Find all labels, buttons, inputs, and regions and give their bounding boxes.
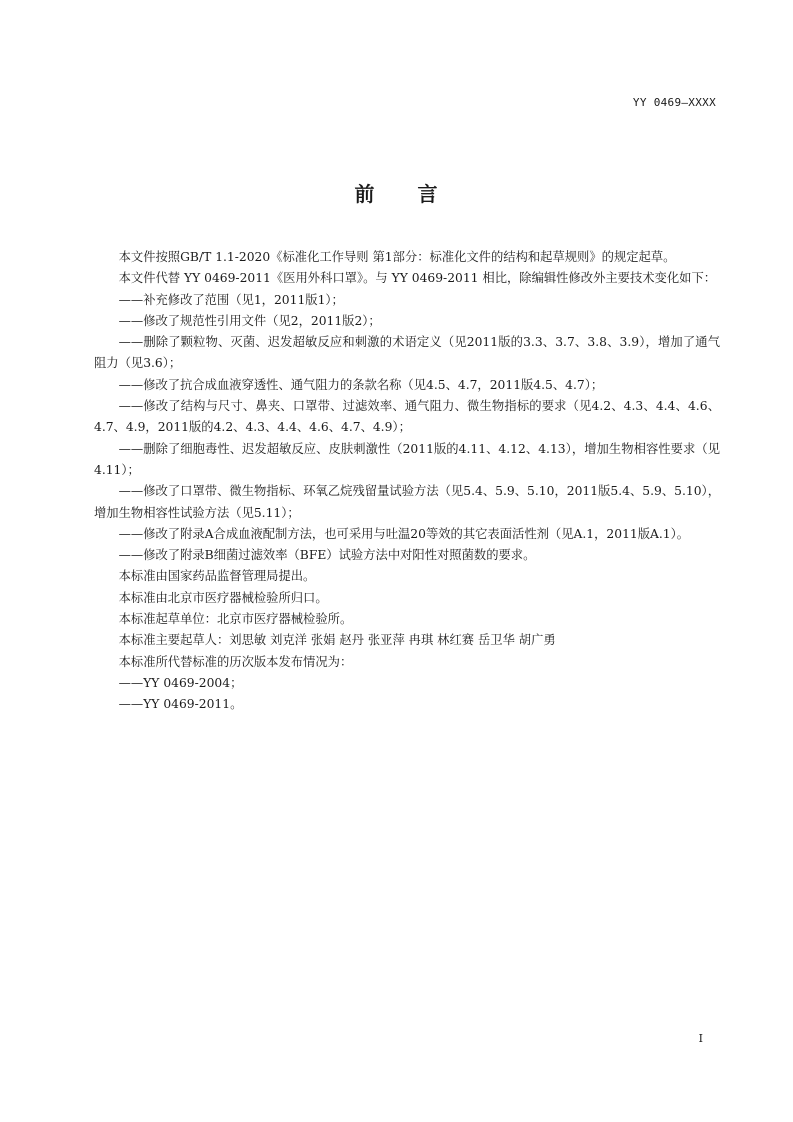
paragraph: 本文件代替 YY 0469-2011《医用外科口罩》。与 YY 0469-2011 相比，除编辑性修改外主要技术变化如下： xyxy=(118,271,717,286)
list-item: ——修改了抗合成血液穿透性、通气阻力的条款名称（见4.5、4.7，2011版4.5、4.7）； xyxy=(118,377,604,392)
paragraph: 本标准起草单位：北京市医疗器械检验所。 xyxy=(118,612,353,627)
list-item: ——删除了颗粒物、灭菌、迟发超敏反应和刺激的术语定义（见2011版的3.3、3.7、3.8、3.9），增加了通气阻力（见3.6）； xyxy=(94,335,720,371)
title-char-2: 言 xyxy=(417,182,439,206)
page-number: I xyxy=(698,1032,703,1045)
paragraph: 本文件按照GB/T 1.1-2020《标准化工作导则 第1部分：标准化文件的结构和起草规则》的规定起草。 xyxy=(118,250,676,264)
list-item: ——修改了附录B细菌过滤效率（BFE）试验方法中对阳性对照菌数的要求。 xyxy=(118,548,536,563)
paragraph: 本标准主要起草人：刘思敏 刘克洋 张娟 赵丹 张亚萍 冉琪 林红赛 岳卫华 胡广勇 xyxy=(118,633,556,648)
document-code: YY 0469—XXXX xyxy=(632,96,716,109)
paragraph: 本标准由国家药品监督管理局提出。 xyxy=(118,569,316,584)
list-item: ——YY 0469-2004； xyxy=(118,675,243,690)
paragraph: 本标准所代替标准的历次版本发布情况为： xyxy=(118,654,353,669)
list-item: ——删除了细胞毒性、迟发超敏反应、皮肤刺激性（2011版的4.11、4.12、4.13），增加生物相容性要求（见4.11）； xyxy=(94,441,720,477)
list-item: ——修改了口罩带、微生物指标、环氧乙烷残留量试验方法（见5.4、5.9、5.10，2011版5.4、5.9、5.10），增加生物相容性试验方法（见5.11）； xyxy=(94,484,720,520)
page-title xyxy=(0,178,793,207)
foreword-body xyxy=(94,247,720,716)
list-item: ——修改了附录A合成血液配制方法，也可采用与吐温20等效的其它表面活性剂（见A.1，2011版A.1）。 xyxy=(118,526,690,541)
paragraph: 本标准由北京市医疗器械检验所归口。 xyxy=(118,590,328,605)
list-item: ——修改了规范性引用文件（见2，2011版2）； xyxy=(118,313,381,328)
list-item: ——YY 0469-2011。 xyxy=(118,697,243,712)
title-char-1: 前 xyxy=(354,182,376,206)
list-item: ——补充修改了范围（见1，2011版1）； xyxy=(118,292,344,307)
list-item: ——修改了结构与尺寸、鼻夹、口罩带、过滤效率、通气阻力、微生物指标的要求（见4.2、4.3、4.4、4.6、4.7、4.9，2011版的4.2、4.3、4.4、4.6、4.7、4.9）； xyxy=(94,399,720,435)
